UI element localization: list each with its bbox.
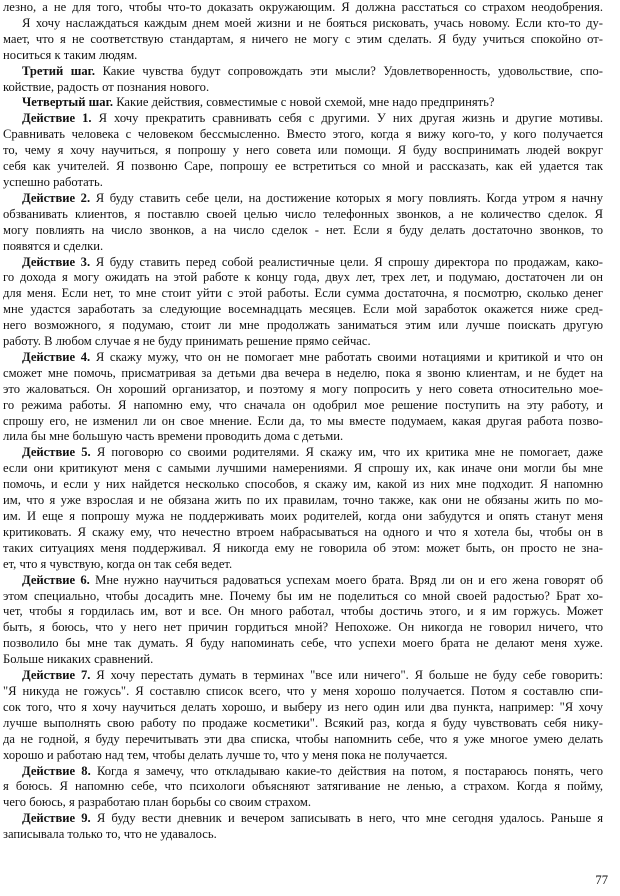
- line-text: Я хочу перестать думать в терминах "все или ничего". Я больше не буду себе говорить:: [90, 668, 603, 683]
- text-line: [3, 461, 603, 477]
- text-line: [3, 207, 603, 223]
- line-text: мне удастся заработать за следующие восемнадцать месяцев. Если мой заработок окажется ниже сред-: [3, 302, 603, 317]
- line-text: Я скажу мужу, что он не помогает мне работать своими нотациями и критикой и что он: [90, 349, 603, 364]
- text-line: [3, 302, 603, 318]
- text-line: [3, 732, 603, 748]
- line-text: го дохода я могу ожидать на этой работе к концу года, двух лет, трех лет, и подумаю, достаточен ли он: [3, 270, 603, 285]
- text-line: [3, 398, 603, 414]
- line-text: записывала только то, что не удавалось.: [3, 827, 217, 842]
- text-line: [3, 80, 603, 96]
- line-text: это жаловаться. Он хороший организатор, и поэтому я могу попросить у него совета относительно мое-: [3, 381, 603, 396]
- text-line: [3, 636, 603, 652]
- line-text: этом специально, чтобы досадить мне. Почему бы им не поделиться со мной своей радостью? Брат хо-: [3, 588, 603, 603]
- line-text: лезно, а не для того, чтобы что-то доказать окружающим. Я должна расстаться со страхом неодобрения.: [3, 0, 603, 14]
- line-text: я боюсь. Я напомню себе, что психологи объясняют затягивание не ленью, а страхом. Когда я пойму,: [3, 779, 603, 794]
- line-text: Мне нужно научиться радоваться успехам моего брата. Вряд ли он и его жена говорят об: [89, 572, 603, 587]
- line-text: Какие действия, совместимые с новой схемой, мне надо предпринять?: [113, 95, 495, 110]
- line-text: таких ситуациях меня поддерживал. Я никогда ему не говорила об этом: может быть, он просто не зна-: [3, 540, 603, 555]
- text-line: [3, 318, 603, 334]
- text-line: [3, 350, 603, 366]
- text-line: [3, 779, 603, 795]
- line-text: им, что я уже взрослая и не обязана жить по их правилам, точно также, как они не обязаны жить по мо-: [3, 493, 603, 508]
- text-line: [3, 270, 603, 286]
- line-text: ет, что я чувствую, когда он так себя ведет.: [3, 556, 233, 571]
- text-line: [3, 525, 603, 541]
- line-text: успешно работать.: [3, 174, 103, 189]
- step-heading: Действие 4.: [22, 349, 91, 364]
- text-line: [3, 0, 603, 16]
- text-line: [3, 620, 603, 636]
- text-line: [3, 668, 603, 684]
- step-heading: Действие 9.: [22, 811, 91, 826]
- text-line: [3, 573, 603, 589]
- line-text: себя как учителей. Я позвоню Саре, попрошу ее встретиться со мной и рассказать, как ей удается так: [3, 159, 603, 174]
- line-text: спрошу его, не изменил ли он свое мнение. Если да, то мы вместе подумаем, какая другая работа позво-: [3, 413, 603, 428]
- text-line: [3, 64, 603, 80]
- text-line: [3, 95, 603, 111]
- text-line: [3, 239, 603, 255]
- line-text: работу. В любом случае я не буду принимать решение прямо сейчас.: [3, 334, 371, 349]
- text-line: [3, 127, 603, 143]
- step-heading: Действие 7.: [22, 668, 91, 683]
- line-text: носиться к таким людям.: [3, 47, 138, 62]
- text-line: [3, 795, 603, 811]
- line-text: для меня. Если нет, то мне стоит уйти с этой работы. Если сумма достаточна, я посмотрю, сколько денег: [3, 286, 603, 301]
- line-text: лила бы мне большую часть времени проводить дома с детьми.: [3, 429, 344, 444]
- text-line: [3, 414, 603, 430]
- line-text: быть, я боюсь, что у него нет причин гордиться мной? Непохоже. Он никогда не говорил ничего, что: [3, 620, 603, 635]
- line-text: го режима работы. Я напомню ему, что сначала он одобрил мое решение поступить на эту работу, и: [3, 397, 603, 412]
- text-line: [3, 684, 603, 700]
- line-text: критиковать. Я скажу ему, что нечестно втроем набрасываться на одного и что я хотела бы, чтобы он в: [3, 524, 603, 539]
- line-text: Я хочу наслаждаться каждым днем моей жизни и не бояться рисковать, учась новому. Если кто-то ду-: [22, 15, 603, 30]
- step-heading: Действие 2.: [22, 190, 91, 205]
- text-line: [3, 748, 603, 764]
- text-line: [3, 541, 603, 557]
- line-text: Я поговорю со своими родителями. Я скажу им, что их критика мне не помогает, даже: [90, 445, 603, 460]
- text-line: [3, 32, 603, 48]
- line-text: Сравнивать человека с человеком бессмысленно. Вместо этого, когда я вижу кого-то, у кого получается: [3, 127, 603, 142]
- line-text: Когда я замечу, что откладываю какие-то действия на потом, я постараюсь понять, чего: [90, 763, 603, 778]
- text-line: [3, 255, 603, 271]
- line-text: если они критикуют меня с самыми лучшими намерениями. Я спрошу их, как иначе они могли бы мне: [3, 461, 603, 476]
- text-line: [3, 16, 603, 32]
- line-text: могу повлиять на число звонков, а на число сделок - нет. Если я буду делать достаточно звонков, то: [3, 222, 603, 237]
- step-heading: Действие 5.: [22, 445, 91, 460]
- line-text: чет, чтобы я гордилась им, вот и все. Он много работал, чтобы достичь этого, и я им горжусь. Может: [3, 604, 603, 619]
- text-line: [3, 286, 603, 302]
- line-text: Я буду вести дневник и вечером записывать в него, что мне сегодня удалось. Раньше я: [90, 811, 603, 826]
- line-text: Какие чувства будут сопровождать эти мысли? Удовлетворенность, удовольствие, спо-: [95, 63, 603, 78]
- line-text: да не годной, я буду перечитывать эти два списка, чтобы напомнить себе, что я уже многое умею делать: [3, 731, 603, 746]
- text-line: [3, 493, 603, 509]
- line-text: него возможного, я подумаю, стоит ли мне продолжать заниматься этим или лучше поискать другую: [3, 318, 603, 333]
- page-number: 77: [595, 873, 608, 887]
- line-text: позволило бы мне так думать. Я буду напоминать себе, что успехи моего брата не делают меня хуже.: [3, 636, 603, 651]
- line-text: то, чему я хочу научиться, я попрошу у него совета или помощи. Я буду воспринимать людей вокруг: [3, 143, 603, 158]
- text-line: [3, 557, 603, 573]
- line-text: им. И еще я попрошу мужа не поддерживать моих родителей, когда они забудутся и опять станут меня: [3, 509, 603, 523]
- text-line: [3, 111, 603, 127]
- line-text: "Я никуда не гожусь". Я составлю список всего, что у меня хорошо получается. Потом я составлю спи-: [3, 683, 603, 698]
- line-text: лучше выполнять свою работу по продаже косметики". Всякий раз, когда я буду чувствовать себя нику-: [3, 715, 603, 730]
- line-text: Я хочу прекратить сравнивать себя с другими. У них другая жизнь и другие мотивы.: [91, 111, 603, 126]
- text-line: [3, 445, 603, 461]
- line-text: помочь, и если у них найдется несколько способов, я скажу им, какой из них мне подходит. Я напомню: [3, 477, 603, 492]
- line-text: Больше никаких сравнений.: [3, 652, 154, 667]
- text-line: [3, 477, 603, 493]
- line-text: хорошо и работаю над тем, чтобы делать лучше то, что у меня пока не получается.: [3, 747, 448, 762]
- text-line: [3, 382, 603, 398]
- text-line: [3, 191, 603, 207]
- step-heading: Действие 3.: [22, 254, 91, 269]
- text-line: [3, 827, 603, 843]
- step-heading: Действие 1.: [22, 111, 92, 126]
- text-line: [3, 429, 603, 445]
- line-text: обзванивать клиентов, я поставлю своей целью число телефонных звонков, а не количество сделок. Я: [3, 206, 603, 221]
- line-text: сможет мне помочь, присматривая за детьми два вечера в неделю, пока я звоню клиентам, и не будет на: [3, 365, 603, 380]
- line-text: Я буду ставить перед собой реалистичные цели. Я спрошу директора по продажам, како-: [90, 254, 603, 269]
- text-line: [3, 366, 603, 382]
- text-line: [3, 334, 603, 350]
- text-line: [3, 604, 603, 620]
- text-line: [3, 589, 603, 605]
- line-text: чего боюсь, я разработаю план борьбы со своим страхом.: [3, 795, 312, 810]
- text-line: [3, 700, 603, 716]
- text-line: [3, 811, 603, 827]
- text-line: [3, 509, 603, 525]
- text-line: [3, 764, 603, 780]
- step-heading: Третий шаг.: [22, 63, 96, 78]
- line-text: сок того, что я хочу научиться делать хорошо, и выберу из него один или два пункта, например: "Я хочу: [3, 699, 603, 714]
- line-text: койствие, радость от познания нового.: [3, 79, 210, 94]
- line-text: мает, что я не соответствую стандартам, я ничего не могу с этим сделать. Я буду учиться спокойно от-: [3, 31, 603, 46]
- step-heading: Действие 6.: [22, 572, 90, 587]
- text-line: [3, 143, 603, 159]
- text-line: [3, 48, 603, 64]
- step-heading: Действие 8.: [22, 763, 91, 778]
- text-line: [3, 716, 603, 732]
- text-line: [3, 652, 603, 668]
- text-line: [3, 159, 603, 175]
- line-text: Я буду ставить себе цели, на достижение которых я могу повлиять. Когда утром я начну: [90, 190, 603, 205]
- body-text: [3, 0, 603, 843]
- line-text: появятся и сделки.: [3, 238, 104, 253]
- step-heading: Четвертый шаг.: [22, 95, 114, 110]
- text-line: [3, 175, 603, 191]
- text-line: [3, 223, 603, 239]
